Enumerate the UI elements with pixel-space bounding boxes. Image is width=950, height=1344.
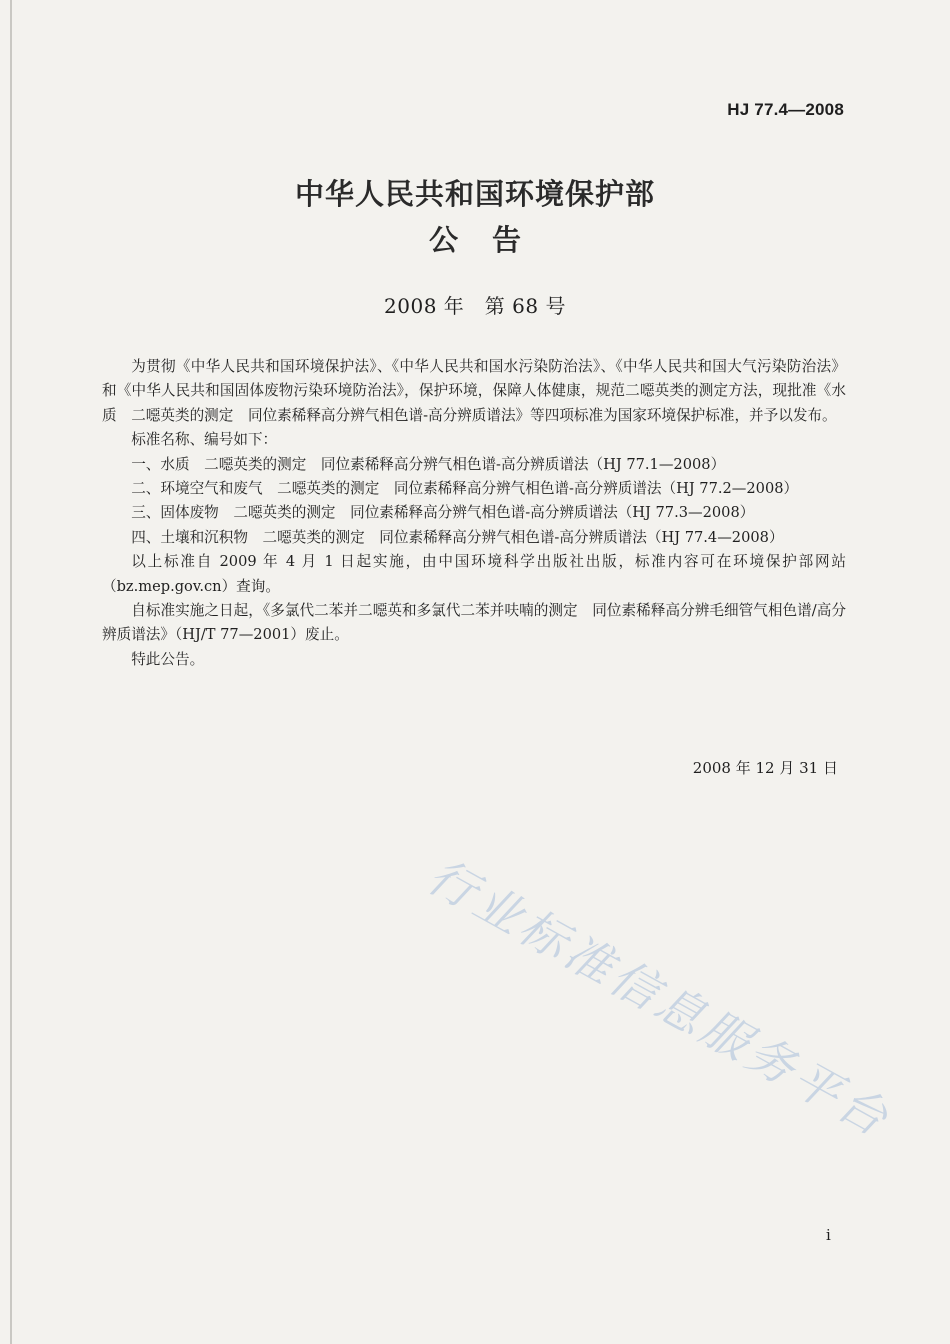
announcement-number: 2008 年 第 68 号 bbox=[384, 294, 566, 318]
standard-item-4: 四、土壤和沉积物 二噁英类的测定 同位素稀释高分辨气相色谱-高分辨质谱法（HJ 77.4—2008） bbox=[131, 528, 784, 546]
issue-date: 2008 年 12 月 31 日 bbox=[692, 759, 838, 777]
closing-line: 特此公告。 bbox=[131, 650, 205, 668]
standard-item-1: 一、水质 二噁英类的测定 同位素稀释高分辨气相色谱-高分辨质谱法（HJ 77.1—2008） bbox=[131, 455, 726, 473]
intro-paragraph: 为贯彻《中华人民共和国环境保护法》、《中华人民共和国水污染防治法》、《中华人民共和国大气污染防治法》和《中华人民共和国固体废物污染环境防治法》，保护环境，保障人体健康，规范二噁英类的测定方法，现批准《水质 二噁英类的测定 同位素稀释高分辨气相色谱-高分辨质谱法》等四项标准为国家环境保护标准，并予以发布。 bbox=[102, 358, 846, 424]
watermark: 行业标准信息服务平台 bbox=[418, 848, 900, 1149]
issuer-title: 中华人民共和国环境保护部 bbox=[294, 177, 655, 211]
list-intro: 标准名称、编号如下： bbox=[131, 431, 278, 449]
standard-code: HJ 77.4—2008 bbox=[727, 100, 844, 119]
repeal-paragraph: 自标准实施之日起，《多氯代二苯并二噁英和多氯代二苯并呋喃的测定 同位素稀释高分辨毛细管气相色谱/高分辨质谱法》（HJ/T 77—2001）废止。 bbox=[102, 602, 846, 644]
implementation-paragraph: 以上标准自 2009 年 4 月 1 日起实施，由中国环境科学出版社出版，标准内容可在环境保护部网站（bz.mep.gov.cn）查询。 bbox=[102, 553, 846, 595]
standard-item-2: 二、环境空气和废气 二噁英类的测定 同位素稀释高分辨气相色谱-高分辨质谱法（HJ 77.2—2008） bbox=[131, 480, 799, 498]
document-type: 公告 bbox=[428, 223, 555, 257]
standard-item-3: 三、固体废物 二噁英类的测定 同位素稀释高分辨气相色谱-高分辨质谱法（HJ 77.3—2008） bbox=[131, 504, 755, 522]
announcement-body bbox=[102, 355, 846, 672]
page-number: i bbox=[826, 1226, 831, 1244]
